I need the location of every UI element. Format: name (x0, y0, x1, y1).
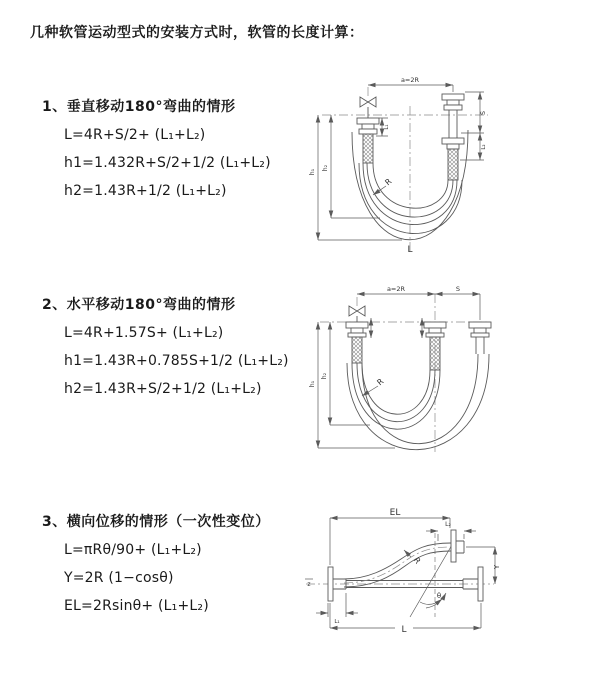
pipe-left-fitting (346, 322, 368, 363)
radius-leader-arrow (373, 186, 386, 195)
radius-label: R (411, 555, 423, 566)
dimension-lines (318, 294, 480, 448)
section-2 (42, 298, 289, 396)
dim-label-l1: L₁ (384, 124, 390, 130)
pipe-middle-fitting (424, 322, 446, 370)
section-3 (42, 515, 270, 613)
section-2-heading: 2、水平移动180°弯曲的情形 (42, 297, 236, 313)
dim-label-l1: L₁ (334, 619, 340, 625)
dim-label-h2: h₂ (321, 372, 328, 380)
section-3-formula-L: L=πRθ/90+ (L₁+L₂) (64, 542, 202, 558)
dim-label-h1: h₁ (309, 168, 316, 176)
pipe-right-fitting (469, 322, 491, 354)
section-3-formula-Y: Y=2R (1−cosθ) (64, 570, 174, 586)
section-1 (42, 100, 271, 198)
centerlines (322, 87, 488, 254)
section-3-heading: 3、横向位移的情形（一次性变位） (42, 514, 270, 530)
dim-label-el: EL (389, 508, 401, 518)
flange-right-upper (451, 530, 464, 562)
dim-label-s: S (455, 285, 461, 293)
dim-label-l2: L₂ (445, 521, 451, 528)
dim-label-l2: L₂ (481, 144, 487, 150)
length-label: L (401, 625, 407, 635)
radius-label: R (383, 176, 394, 188)
dim-label-s: S (480, 111, 487, 115)
dim-label-y: Y (493, 564, 501, 570)
section-1-formula-h1: h1=1.432R+S/2+1/2 (L₁+L₂) (64, 155, 271, 171)
pipe-right-fitting (442, 94, 464, 180)
section-1-heading: 1、垂直移动180°弯曲的情形 (42, 99, 236, 115)
section-1-formula-h2: h2=1.43R+1/2 (L₁+L₂) (64, 183, 227, 199)
section-1-formula-L: L=4R+S/2+ (L₁+L₂) (64, 127, 206, 143)
valve-icon (349, 306, 365, 322)
datum-mark: z (307, 581, 311, 588)
radius-label: R (375, 376, 386, 388)
angle-label: θ (436, 592, 442, 600)
dim-label-span: a=2R (400, 76, 420, 84)
diagram-horizontal-180-bend (310, 280, 590, 460)
pipe-left-fitting (357, 118, 379, 163)
hose-curves (347, 354, 489, 450)
diagram-vertical-180-bend (310, 70, 590, 260)
dim-label-span: a=2R (386, 285, 406, 293)
section-2-formula-h1: h1=1.43R+0.785S+1/2 (L₁+L₂) (64, 353, 289, 369)
dim-label-h2: h₂ (322, 164, 329, 172)
section-2-formula-h2: h2=1.43R+S/2+1/2 (L₁+L₂) (64, 381, 262, 397)
page-title: 几种软管运动型式的安装方式时，软管的长度计算： (30, 25, 364, 41)
section-3-formula-EL: EL=2Rsinθ+ (L₁+L₂) (64, 598, 209, 614)
length-label: L (407, 245, 413, 255)
dim-label-h1: h₁ (309, 380, 316, 388)
section-2-formula-L: L=4R+1.57S+ (L₁+L₂) (64, 325, 224, 341)
diagram-lateral-displacement (298, 505, 598, 645)
dimension-lines (305, 518, 495, 628)
